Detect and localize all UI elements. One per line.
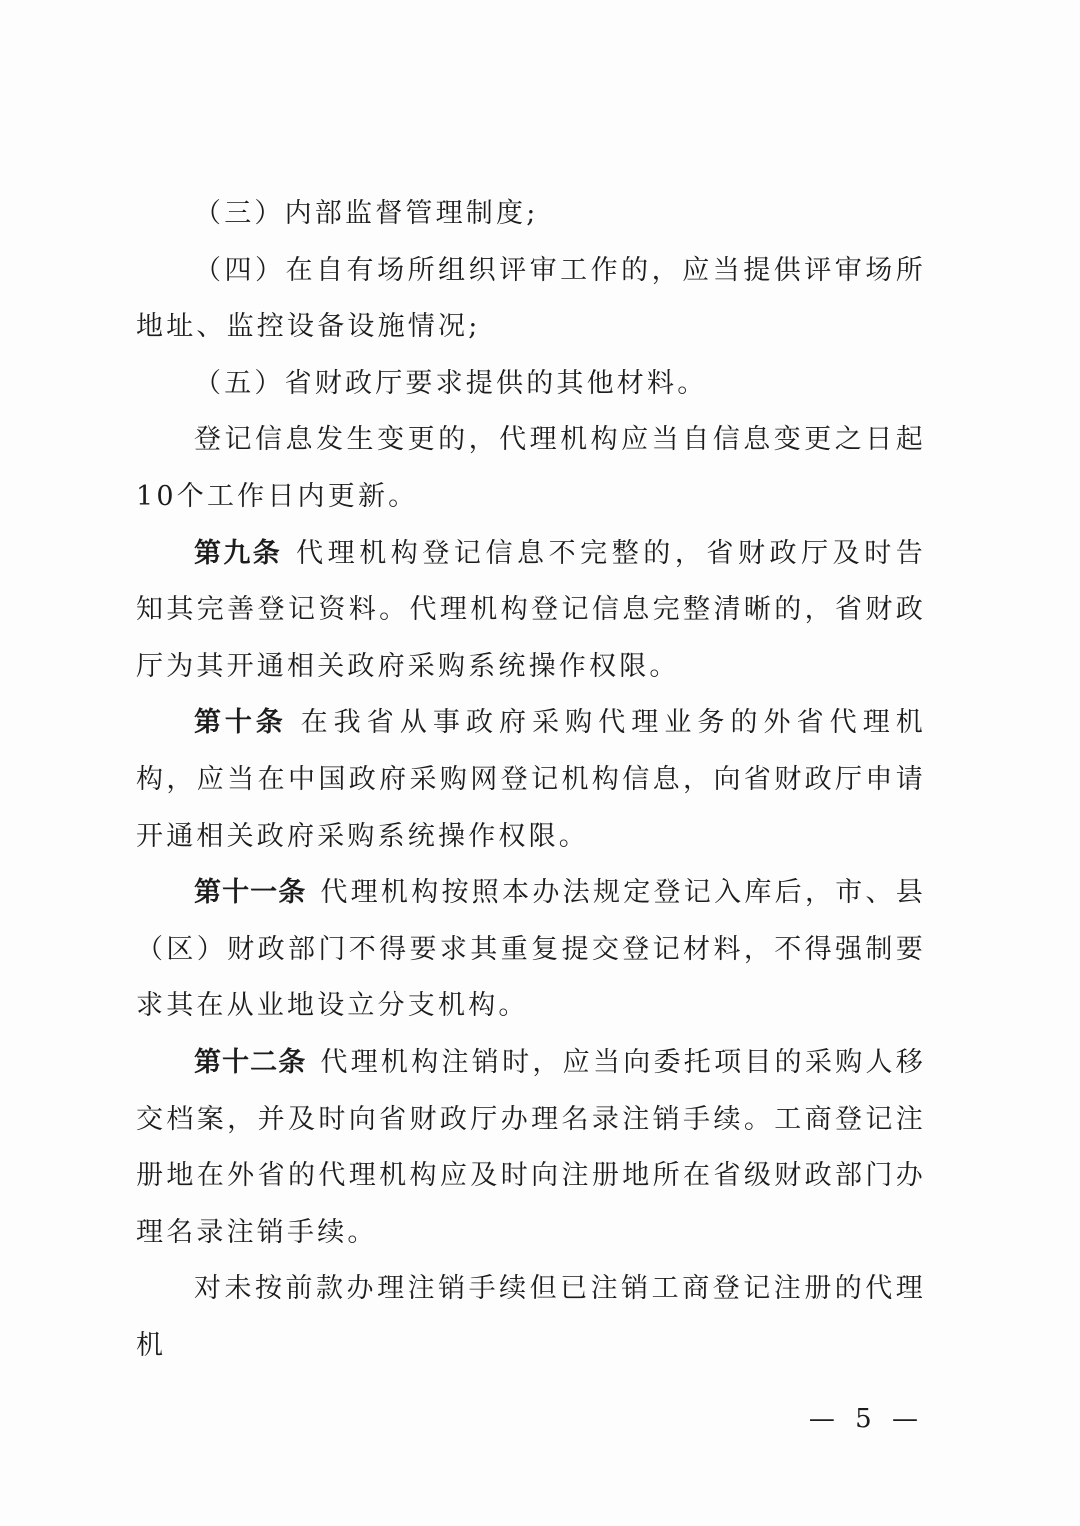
article-text: 在我省从事政府采购代理业务的外省代理机构，应当在中国政府采购网登记机构信息，向省财政厅申请开通相关政府采购系统操作权限。 xyxy=(136,707,926,852)
article-9 xyxy=(136,526,926,696)
document-body xyxy=(136,186,926,1374)
page-number: — 5 — xyxy=(808,1404,924,1434)
article-12 xyxy=(136,1035,926,1261)
paragraph-text: 对未按前款办理注销手续但已注销工商登记注册的代理机 xyxy=(136,1273,926,1361)
article-text: 代理机构按照本办法规定登记入库后，市、县（区）财政部门不得要求其重复提交登记材料，不得强制要求其在从业地设立分支机构。 xyxy=(136,877,927,1022)
article-text: 代理机构登记信息不完整的，省财政厅及时告知其完善登记资料。代理机构登记信息完整清晰的，省财政厅为其开通相关政府采购系统操作权限。 xyxy=(136,537,927,682)
paragraph-item-5 xyxy=(136,356,926,413)
article-heading: 第十二条 xyxy=(194,1046,307,1078)
paragraph-unregistered xyxy=(136,1261,926,1374)
paragraph-text: 登记信息发生变更的，代理机构应当自信息变更之日起10个工作日内更新。 xyxy=(136,424,926,512)
article-heading: 第十条 xyxy=(194,707,287,739)
article-text: 代理机构注销时，应当向委托项目的采购人移交档案，并及时向省财政厅办理名录注销手续。工商登记注册地在外省的代理机构应及时向注册地所在省级财政部门办理名录注销手续。 xyxy=(136,1046,927,1248)
article-heading: 第十一条 xyxy=(194,877,307,909)
paragraph-text: （四）在自有场所组织评审工作的，应当提供评审场所地址、监控设备设施情况; xyxy=(136,254,926,343)
paragraph-registration-change xyxy=(136,412,926,525)
article-heading: 第九条 xyxy=(194,537,283,569)
article-11 xyxy=(136,865,926,1035)
paragraph-text: （五）省财政厅要求提供的其他材料。 xyxy=(194,367,708,399)
article-10 xyxy=(136,695,926,865)
paragraph-item-4 xyxy=(136,243,926,356)
paragraph-text: （三）内部监督管理制度; xyxy=(194,198,539,229)
paragraph-item-3 xyxy=(136,186,926,243)
